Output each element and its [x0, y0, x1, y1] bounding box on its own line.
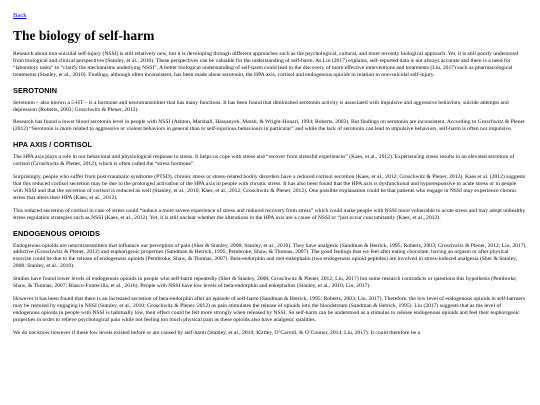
- section-heading-hpa-axis: HPA AXIS / CORTISOL: [13, 140, 93, 150]
- paragraph: Research has found a lower blood serotonin level in people with NSSI (Ashton, Marshall, Hassanyeh, Marsh, & Wright-Honari, 1994; Roberts, 2003). But findings on serotonin are inconsistent. According to Groschwitz & Plener (2012) “Serotonin is more related to aggressive or violent behaviors in general than to self-injurious behaviours in particular” and while the lack of serotonin can lead to impulsive behaviors, self-harm is often not impulsive.: [13, 119, 525, 133]
- intro-paragraph: Research about non-suicidal self-injury (NSSI) is still relatively new, but it is developing through different approaches such as the psychological, cultural, and more recently biological approach. Yet, it is still poorly understood from biological and clinical perspectives (Stanley, et al., 2010). These perspectives can be valuable for the understanding of self-harm. As Liu (2017) explains, self-reported data is not always accurate and there is a need for “laboratory tasks” to “clarify the mechanisms underlying NSSI”. A better biological understanding of self-harm could lead to the discovery of more effective interventions and treatments (Liu, 2017) such as pharmacological treatments (Stanley, et al., 2010). Findings, although often inconsistent, has been made about serotonin, the HPA axis, cortisol and endogenous opioids in relation to non-suicidal self-injury.: [13, 51, 519, 78]
- paragraph: We do not know however if these low levels existed before or are caused by self-harm (Stanley, et al., 2010; Kirtley, O’Carroll, & O’Connor, 2014; Liu, 2017). It could therefore be a: [13, 329, 420, 336]
- page-title: The biology of self-harm: [13, 28, 155, 43]
- paragraph: This reduced secretion of cortisol in case of stress could “induce a more severe experience of stress and reduced recovery from stress” which could make people with NSSI more vulnerable to acute stress and may adopt unhealthy stress regulation strategies such as NSSI (Kaes, et al., 2012). Yet, it is still unclear whether the alterations in the HPA axis are a cause of NSSI or “just occur concomitantly (Kaes, et al., 2012).: [13, 207, 526, 221]
- section-heading-endogenous-opioids: ENDOGENOUS OPIOIDS: [13, 228, 100, 238]
- back-link[interactable]: Back: [13, 12, 27, 19]
- paragraph: Endogenous opioids are neurotransmitters that influence our perception of pain (Sher & Stanley, 2008; Stanley, et al., 2010). They have analgesic (Sandman & Hetrick, 1995; Roberts, 2003; Groschwitz & Plener, 2012; Liu, 2017), addictive (Groschwitz & Plener, 2012) and euphorigenic properties (Sandman & Hetrick, 1995; Pembroke, Shaw, & Thomas, 2007). The good feelings that we feel after eating chocolate, having an orgasm or after physical exercise could be due to the release of endogenous opioids (Pembroke, Shaw, & Thomas, 2007). Beta-endorphin and met-enkephalin (two endogenous opioid peptides) are involved in stress-induced analgesia (Sher & Stanley, 2008; Stanley, et al., 2010).: [13, 242, 527, 270]
- paragraph: Studies have found lower levels of endogenous opioids in people who self-harm repeatedly (Sher & Stanley, 2008; Groschwitz & Plener, 2012; Liu, 2017) but some research contradicts or questions this hypothesis (Pembroke, Shaw, & Thomas, 2007; Blasco-Fontecilla, et al., 2016). People with NSSI have low levels of beta-endorphin and enkephalins (Stanley, et al., 2010; Liu, 2017).: [13, 276, 518, 290]
- paragraph: The HPA axis plays a role in our behavioral and physiological response to stress. It helps us cope with stress and “recover from stressful experiences” (Kaes, et al., 2012). Experiencing stress results in an elevated secretion of cortisol (Groschwitz & Plener, 2012), which is often called the “stress hormone”.: [13, 154, 515, 168]
- paragraph: Serotonin – also known a 5-HT – is a hormone and neurotransmitter that has many functions. It has been found that diminished serotonin activity is associated with impulsive and aggressive behaviors, suicide attempts and depression (Roberts, 2003; Groschwitz & Plener, 2012).: [13, 99, 509, 113]
- paragraph: However it has been found that there is an increased secretion of beta-endorphin after an episode of self-harm (Sandman & Hetrick, 1995; Roberts, 2003; Liu, 2017). Therefore, the low level of endogenous opioids in self-harmers may be restored by engaging in NSSI (Stanley, et al., 2010; Groschwitz & Plener, 2012) as pain stimulates the release of opioids into the bloodstream (Sandman & Hetrick, 1995). Liu (2017) suggests that as the level of endogenous opioids in people with NSSI is habitually low, their effect could be felt more strongly when released by NSSI. So self-harm can be understood as a stimulus to release endogenous opioids and feel their euphorigenic properties in order to relieve psychological pain while not feeling too much physical pain as these opioids also have analgesic qualities.: [13, 295, 526, 323]
- paragraph: Surprisingly, people who suffer from post-traumatic syndrome (PTSD), chronic stress or stress-related bodily disorders have a reduced cortisol secretion (Kaes, et al., 2012; Groschwitz & Plener, 2012). Kaes et al. (2012) suggests that this reduced cortisol secretion may be due to the prolonged activation of the HPA axis in people with chronic stress. It has also been found that the HPA axis is dysfunctional and hyporesponsive to acute stress or in people with NSSI and that the secretion of cortisol is reduced as well (Stanley, et al., 2010; Kaes, et al., 2012; Groschwitz & Plener, 2012). One possible explanation could be that patients who engage in NSSI may experience chronic stress that alters their HPA (Kaes, et al., 2012).: [13, 174, 526, 201]
- section-heading-serotonin: SEROTONIN: [13, 85, 58, 95]
